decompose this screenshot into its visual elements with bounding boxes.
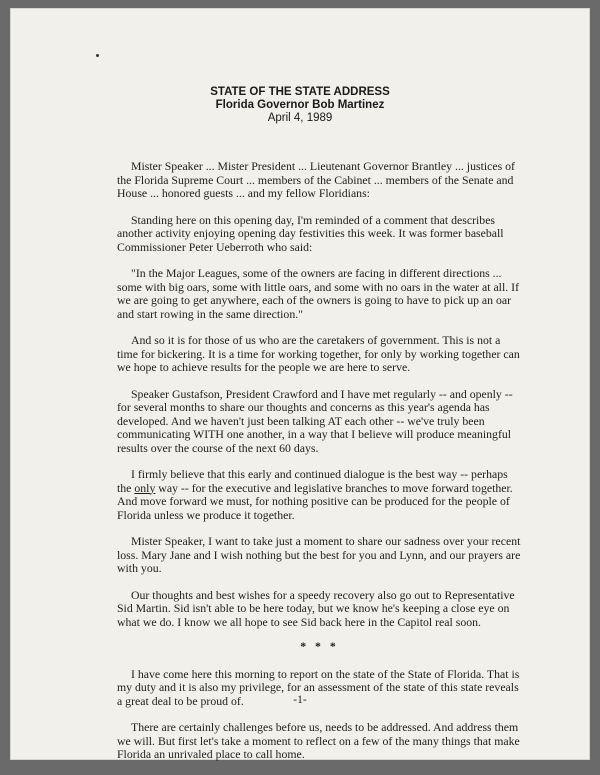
document-date: April 4, 1989 — [267, 112, 333, 124]
paragraph-meetings: Speaker Gustafson, President Crawford and I have met regularly -- and openly -- for several months to share our thoughts and concerns as this year's agenda has developed. And we haven't just been talking AT each other -- we've truly been communicating WITH one another, in a way that I believe will produce meaningful results over the course of the next 60 days. — [117, 386, 513, 455]
document-subtitle: Florida Governor Bob Martinez — [215, 99, 385, 111]
paragraph-caretakers: And so it is for those of us who are the caretakers of government. This is not a time for bickering. It is a time for working together, for only by working together can we hope to achieve results for the people we are here to serve. — [117, 333, 520, 374]
document-page — [10, 8, 590, 760]
document-body — [117, 160, 522, 775]
paragraph-dialogue — [117, 468, 522, 522]
dialogue-text-after: way -- for the executive and legislative branches to move forward together. And move forward we must, for nothing positive can be produced for the people of Florida unless we produce it together. — [117, 480, 513, 522]
paragraph-recovery: Our thoughts and best wishes for a speedy recovery also go out to Representative Sid Martin. Sid isn't able to be here today, but we know he's keeping a close eye on what we do. I know we all hope to see Sid back here in the Capitol real soon. — [117, 587, 515, 629]
paragraph-salutation: Mister Speaker ... Mister President ... Lieutenant Governor Brantley ... justices of the Florida Supreme Court ... members of the Cabinet ... members of the Senate and House ... honored guests ... and my fellow Floridians: — [117, 159, 515, 200]
paragraph-challenges: There are certainly challenges before us, needs to be addressed. And address them we will. But first let's take a moment to reflect on a few of the many things that make Florida an unrivaled place to call home. — [117, 720, 520, 761]
paragraph-report: I have come here this morning to report on the state of the State of Florida. That is my duty and it is also my privilege, for an assessment of the state of this state reveals a great deal to be proud of. — [117, 666, 520, 708]
dialogue-underlined-word: only — [134, 480, 156, 495]
document-title: STATE OF THE STATE ADDRESS — [210, 86, 390, 98]
page-number: -1- — [293, 694, 307, 706]
dialogue-text-before: I firmly believe that this early and continued dialogue is the best way -- perhaps the — [117, 467, 508, 495]
paragraph-opening-day: Standing here on this opening day, I'm reminded of a comment that describes another activity enjoying opening day festivities this week. It was former baseball Commissioner Peter Ueberroth who said: — [117, 212, 504, 254]
paragraph-condolence: Mister Speaker, I want to take just a moment to share our sadness over your recent loss. Mary Jane and I wish nothing but the best for you and Lynn, and our prayers are with you. — [117, 534, 521, 575]
paragraph-quote: "In the Major Leagues, some of the owners are facing in different directions ... some with big oars, some with little oars, and some with no oars in the water at all. If we are going to get anywhere, each of the owners is going to have to pick up an oar and start rowing in the same direction." — [117, 266, 519, 321]
document-header — [10, 86, 590, 125]
section-separator: * * * — [300, 639, 339, 653]
stray-mark — [96, 54, 99, 57]
